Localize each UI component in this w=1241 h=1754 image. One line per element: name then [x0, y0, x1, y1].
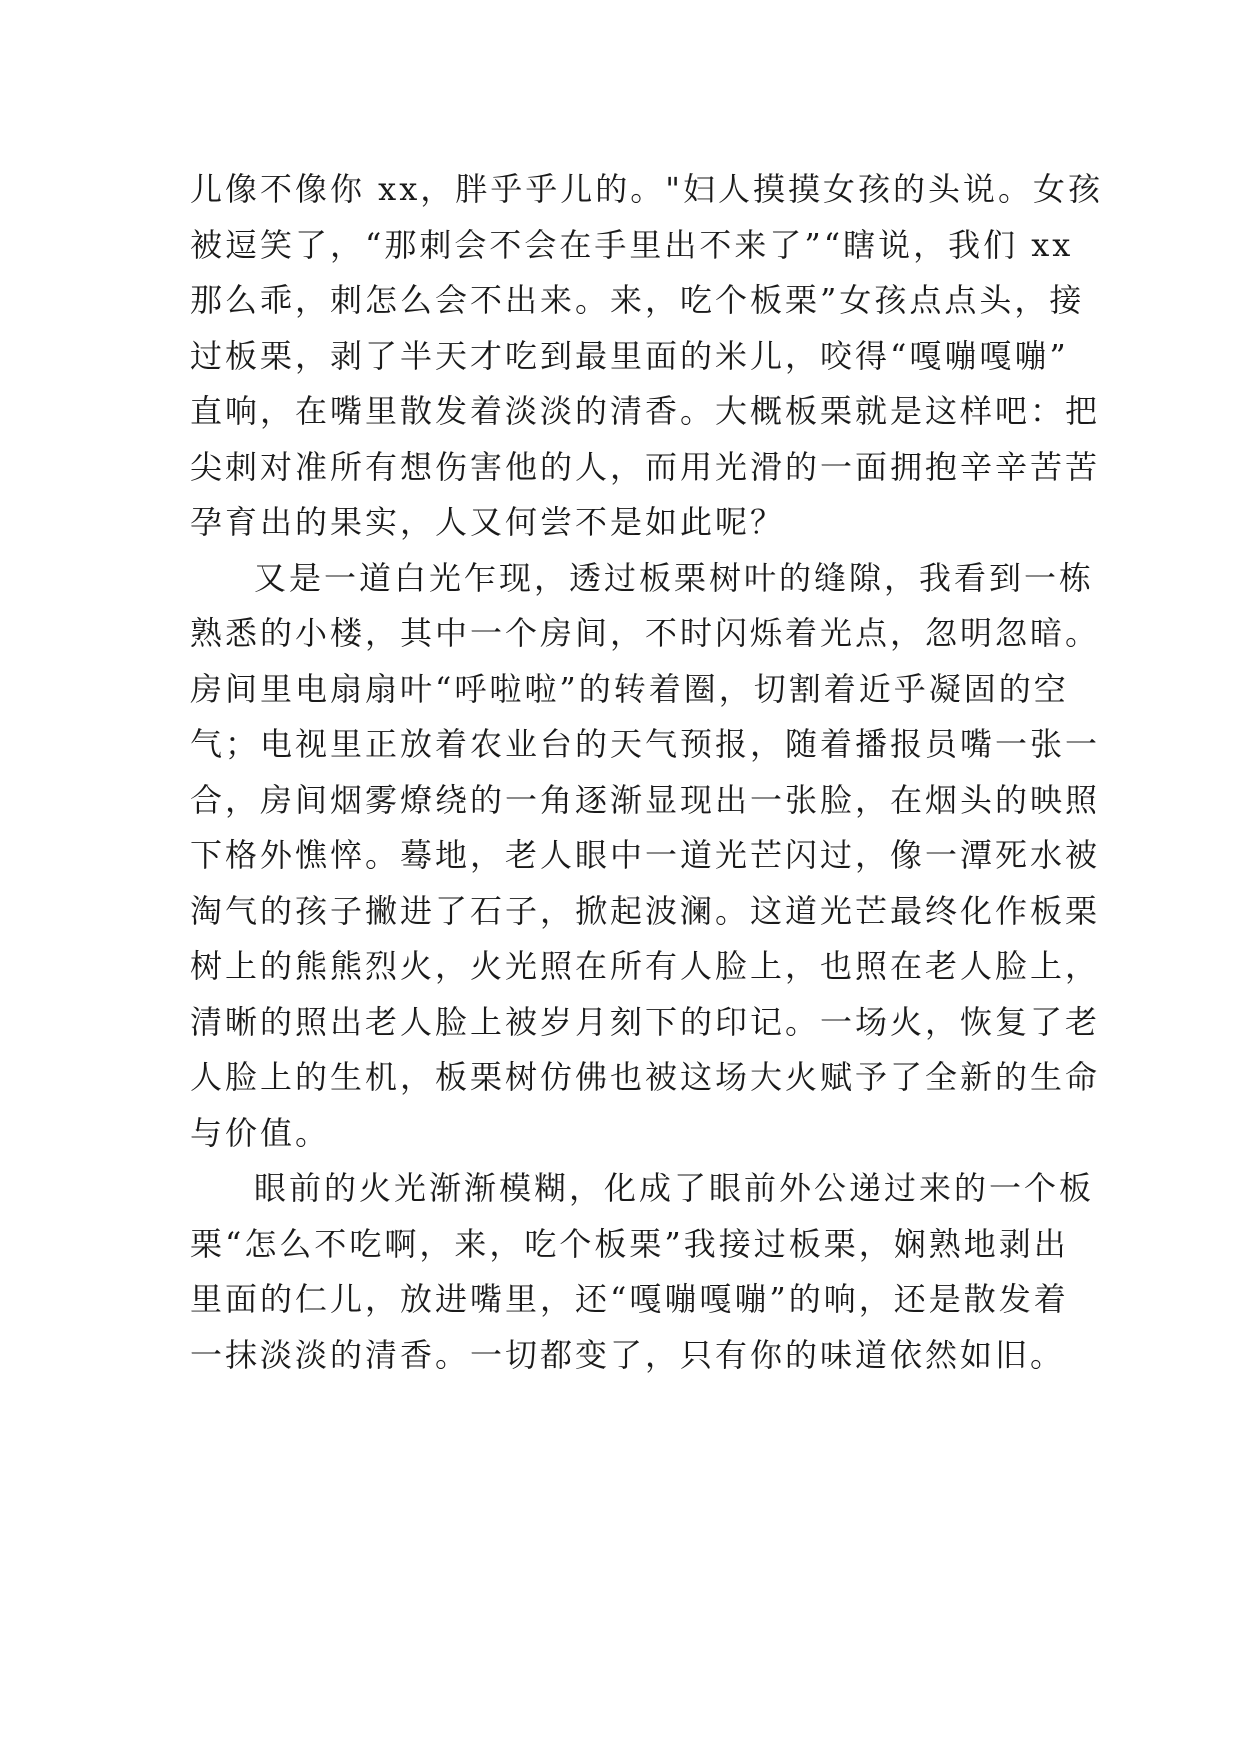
text-line: 熟悉的小楼，其中一个房间，不时闪烁着光点，忽明忽暗。: [190, 614, 1101, 652]
text-line: 与价值。: [190, 1113, 331, 1152]
text-line: 被逗笑了，“那刺会不会在手里出不来了”“瞎说，我们 xx: [190, 225, 1074, 264]
body-text: [190, 162, 1103, 1383]
text-line: 直响，在嘴里散发着淡淡的清香。大概板栗就是这样吧：把: [190, 392, 1101, 430]
text-line: 过板栗，剥了半天才吃到最里面的米儿，咬得“嘎嘣嘎嘣”: [190, 336, 1069, 375]
text-line: 气；电视里正放着农业台的天气预报，随着播报员嘴一张一: [190, 725, 1101, 763]
text-line: 下格外憔悴。蓦地，老人眼中一道光芒闪过，像一潭死水被: [190, 836, 1101, 874]
text-line: 孕育出的果实，人又何尝不是如此呢？: [190, 503, 786, 541]
text-line: 合，房间烟雾燎绕的一角逐渐显现出一张脸，在烟头的映照: [190, 780, 1101, 819]
paragraph-start-line: 又是一道白光乍现，透过板栗树叶的缝隙，我看到一栋: [254, 558, 1095, 597]
text-line: 那么乖，刺怎么会不出来。来，吃个板栗”女孩点点头，接: [190, 281, 1085, 319]
text-line: 淘气的孩子撇进了石子，掀起波澜。这道光芒最终化作板栗: [190, 891, 1101, 930]
text-line: 一抹淡淡的清香。一切都变了，只有你的味道依然如旧。: [190, 1335, 1066, 1374]
text-line: 尖刺对准所有想伤害他的人，而用光滑的一面拥抱辛辛苦苦: [190, 447, 1101, 486]
text-line: 清晰的照出老人脸上被岁月刻下的印记。一场火，恢复了老: [190, 1002, 1101, 1041]
text-line: 人脸上的生机，板栗树仿佛也被这场大火赋予了全新的生命: [190, 1058, 1101, 1096]
text-line: 树上的熊熊烈火，火光照在所有人脸上，也照在老人脸上，: [190, 947, 1101, 985]
text-line: 栗“怎么不吃啊，来，吃个板栗”我接过板栗，娴熟地剥出: [190, 1224, 1069, 1263]
text-line: 儿像不像你 xx，胖乎乎儿的。"妇人摸摸女孩的头说。女孩: [190, 170, 1103, 208]
text-line: 里面的仁儿，放进嘴里，还“嘎嘣嘎嘣”的响，还是散发着: [190, 1280, 1069, 1318]
text-line: 房间里电扇扇叶“呼啦啦”的转着圈，切割着近乎凝固的空: [190, 669, 1069, 708]
paragraph-start-line: 眼前的火光渐渐模糊，化成了眼前外公递过来的一个板: [254, 1169, 1095, 1207]
